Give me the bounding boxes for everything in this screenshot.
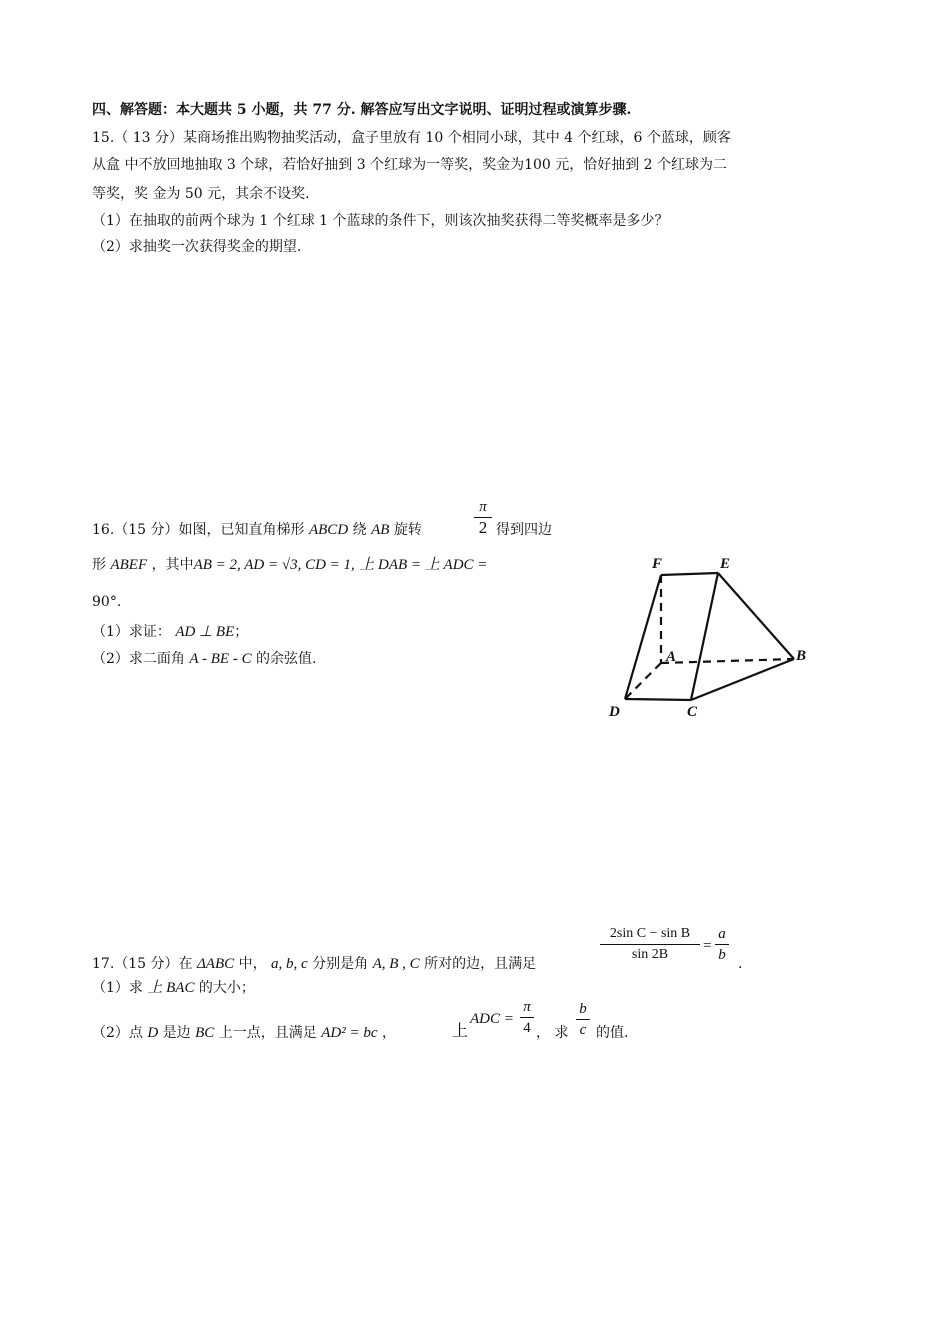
label-B: B: [796, 648, 807, 664]
label-E: E: [720, 556, 731, 572]
q16-abcd: ABCD: [308, 522, 349, 538]
q15-line3: 等奖，奖 金为 50 元，其余不设奖.: [92, 186, 310, 202]
q17-cond-eq: =: [703, 938, 712, 954]
q17-adc: ADC =: [470, 1011, 514, 1027]
q17-cond-a: a: [718, 926, 726, 942]
q16-part1: （1）求证： AD ⊥ BE；: [92, 624, 249, 640]
q16-frac-den: 2: [478, 518, 488, 537]
q17-cond-num: 2sin C − sin B: [609, 926, 691, 941]
q16-line2: 形 ABEF ，其中AB = 2, AD = √3, CD = 1, 上 DAB = 上 ADC =: [92, 557, 488, 573]
q17-condition-fraction: [600, 925, 700, 964]
q16-frac-num: π: [479, 499, 487, 515]
q15-line1: 15.（ 13 分）某商场推出购物抽奖活动，盒子里放有 10 个相同小球，其中 4 个红球，6 个蓝球，顾客: [92, 130, 731, 146]
q16-geometry-figure: [600, 550, 830, 725]
q17-part2-end: 的值.: [596, 1025, 629, 1041]
q17-part1: （1）求 上 BAC 的大小；: [92, 980, 255, 996]
q15-part1: （1）在抽取的前两个球为 1 个红球 1 个蓝球的条件下，则该次抽奖获得二等奖概率是多少？: [92, 213, 669, 229]
q17-pi-over-4: [520, 998, 534, 1037]
q17-b-over-c: [576, 1000, 590, 1039]
q17-cond-b: b: [718, 947, 726, 963]
q16-line1: 16.（15 分）如图，已知直角梯形 ABCD 绕 AB 旋转: [92, 522, 422, 538]
q16-conditions: AB = 2, AD = √3, CD = 1,: [193, 557, 355, 573]
q17-part2: （2）点 D 是边 BC 上一点，且满足 AD² = bc ，: [92, 1025, 396, 1041]
edge-DC: [625, 699, 691, 700]
section-heading: 四、解答题：本大题共 5 小题，共 77 分. 解答应写出文字说明、证明过程或演算步骤.: [92, 102, 632, 118]
q16-ab: AB: [371, 522, 390, 538]
q16-rotation-fraction: [474, 498, 492, 537]
q17-a-over-b: [715, 925, 729, 964]
q17-part2-ask: ， 求: [536, 1025, 569, 1041]
label-F: F: [652, 556, 663, 572]
q17-point-d: D: [147, 1025, 159, 1041]
q17-angles: A, B , C: [372, 956, 420, 972]
label-A: A: [666, 649, 677, 665]
q17-sides: a, b, c: [271, 956, 308, 972]
q17-ad2: AD² = bc: [321, 1025, 378, 1041]
q17-angle-symbol: 上: [452, 1021, 469, 1040]
edge-CB: [691, 659, 794, 700]
edge-EC: [691, 573, 718, 700]
q17-line1: 17.（15 分）在 ΔABC 中， a, b, c 分别是角 A, B , C 所对的边，且满足: [92, 956, 537, 972]
edge-FD: [625, 575, 661, 699]
q17-triangle: ΔABC: [196, 956, 235, 972]
q17-pi-num: π: [523, 999, 531, 1015]
label-C: C: [687, 704, 698, 720]
q17-angle-bac: 上 BAC: [147, 980, 195, 996]
q15-line2: 从盒 中不放回地抽取 3 个球，若恰好抽到 3 个红球为一等奖，奖金为100 元，恰好抽到 2 个红球为二: [92, 157, 728, 173]
q17-pi-den: 4: [523, 1020, 531, 1036]
q17-bc: BC: [195, 1025, 215, 1041]
q16-abef: ABEF: [110, 557, 148, 573]
q15-part2: （2）求抽奖一次获得奖金的期望.: [92, 239, 302, 255]
edge-AB: [661, 659, 794, 663]
label-D: D: [609, 704, 620, 720]
edge-EB: [718, 573, 794, 659]
q17-b-num: b: [579, 1001, 587, 1017]
edge-FE: [661, 573, 718, 575]
q16-line1-end: 得到四边: [496, 522, 552, 538]
q16-dihedral: A - BE - C: [189, 651, 252, 667]
q17-line1-end: .: [738, 956, 743, 972]
q17-cond-den: sin 2B: [631, 947, 669, 962]
q16-part2: （2）求二面角 A - BE - C 的余弦值.: [92, 651, 317, 667]
q16-line3: 90°.: [92, 594, 122, 610]
q16-perp: AD ⊥ BE: [175, 624, 235, 640]
q16-angles: 上 DAB = 上 ADC =: [359, 557, 488, 573]
q17-c-den: c: [579, 1022, 587, 1038]
